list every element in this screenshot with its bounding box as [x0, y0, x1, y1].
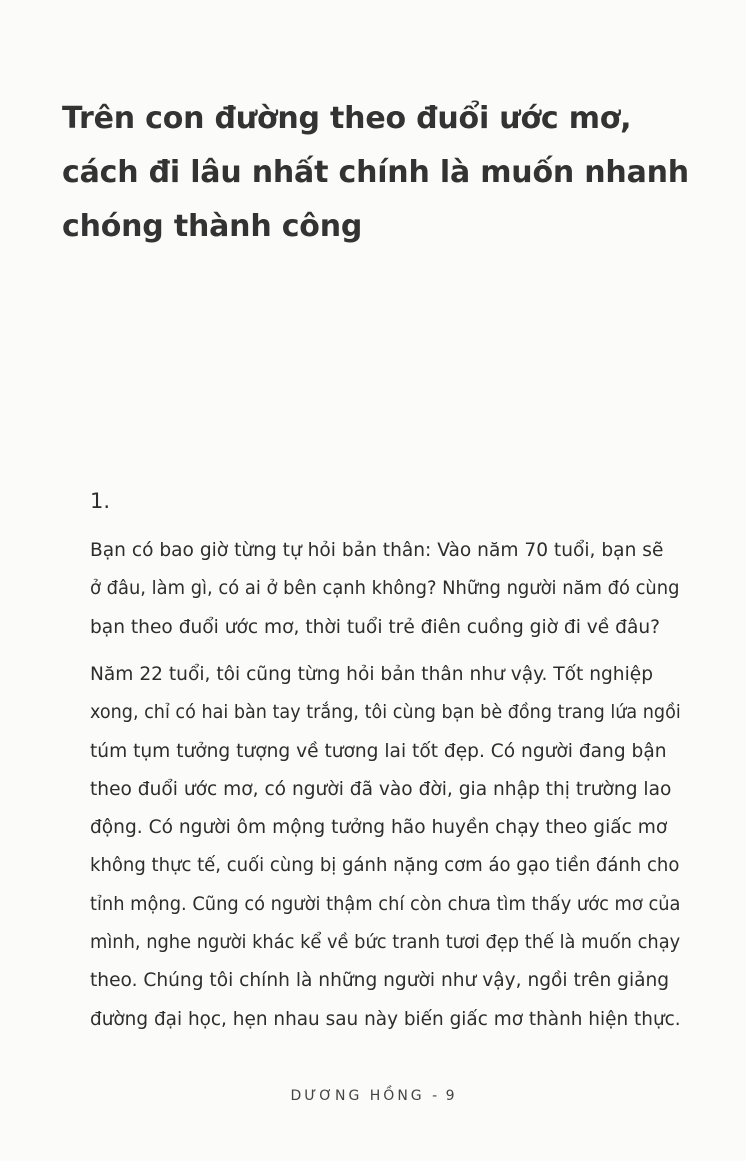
paragraph-line: không thực tế, cuối cùng bị gánh nặng cơm áo gạo tiền đánh cho	[90, 855, 680, 877]
paragraph-line: xong, chỉ có hai bàn tay trắng, tôi cùng bạn bè đồng trang lứa ngồi	[90, 702, 681, 724]
paragraph-line: tỉnh mộng. Cũng có người thậm chí còn chưa tìm thấy ước mơ của	[90, 893, 681, 915]
paragraph-line: theo. Chúng tôi chính là những người như vậy, ngồi trên giảng	[90, 970, 670, 992]
footer-separator: -	[432, 1088, 439, 1104]
paragraph-line: theo đuổi ước mơ, có người đã vào đời, gia nhập thị trường lao	[90, 778, 672, 800]
chapter-title-line: cách đi lâu nhất chính là muốn nhanh	[62, 155, 689, 190]
paragraph	[90, 656, 680, 1039]
paragraph-line: động. Có người ôm mộng tưởng hão huyền chạy theo giấc mơ	[90, 817, 668, 839]
page-number: 9	[445, 1088, 456, 1104]
footer-author: DƯƠNG HỒNG	[290, 1088, 425, 1104]
chapter-title-line: Trên con đường theo đuổi ước mơ,	[62, 101, 632, 136]
paragraph	[90, 532, 680, 647]
section-number: 1.	[90, 489, 111, 513]
paragraph-line: túm tụm tưởng tượng về tương lai tốt đẹp. Có người đang bận	[90, 740, 667, 762]
paragraph-line: Bạn có bao giờ từng tự hỏi bản thân: Vào năm 70 tuổi, bạn sẽ	[90, 540, 664, 561]
paragraph-line: ở đâu, làm gì, có ai ở bên cạnh không? Những người năm đó cùng	[90, 578, 680, 600]
paragraph-line: bạn theo đuổi ước mơ, thời tuổi trẻ điên cuồng giờ đi về đâu?	[90, 616, 660, 638]
paragraph-line: mình, nghe người khác kể về bức tranh tươi đẹp thế là muốn chạy	[90, 932, 681, 954]
chapter-title-line: chóng thành công	[62, 209, 363, 244]
paragraph-line: đường đại học, hẹn nhau sau này biến giấc mơ thành hiện thực.	[90, 1008, 681, 1030]
paragraph-line: Năm 22 tuổi, tôi cũng từng hỏi bản thân như vậy. Tốt nghiệp	[90, 664, 653, 685]
chapter-title	[62, 92, 702, 254]
page-footer	[0, 1088, 746, 1104]
